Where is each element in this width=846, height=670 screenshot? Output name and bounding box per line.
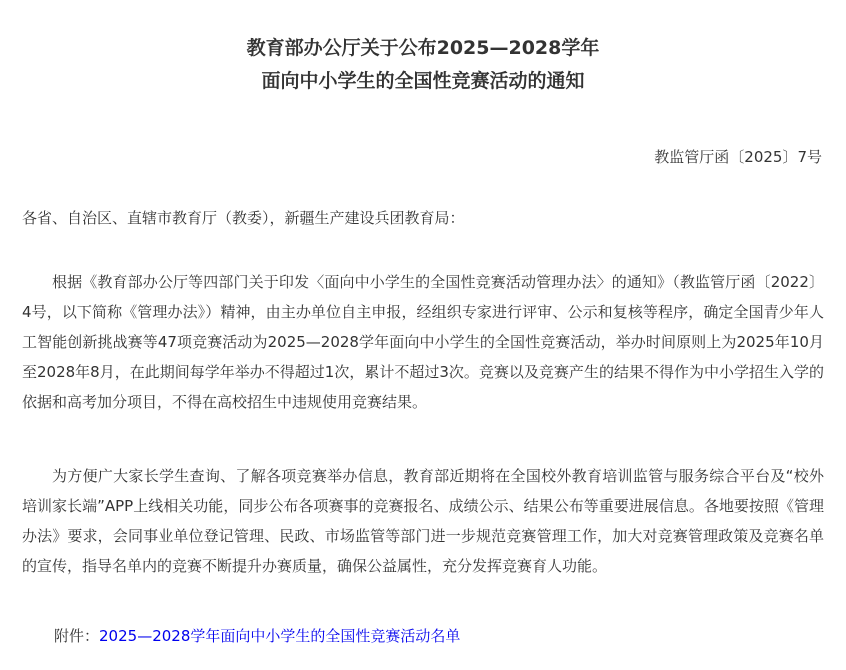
body-paragraph-2: 为方便广大家长学生查询、了解各项竞赛举办信息，教育部近期将在全国校外教育培训监管与服务综合平台及“校外培训家长端”APP上线相关功能，同步公布各项赛事的竞赛报名、成绩公示、结果公布等重要进展信息。各地要按照《管理办法》要求，会同事业单位登记管理、民政、市场监管等部门进一步规范竞赛管理工作，加大对竞赛管理政策及竞赛名单的宣传，指导名单内的竞赛不断提升办赛质量，确保公益属性，充分发挥竞赛育人功能。 (22, 467, 824, 575)
attachment-label: 附件： (54, 627, 100, 645)
document-number: 教监管厅函〔2025〕7号 (654, 148, 822, 166)
salutation: 各省、自治区、直辖市教育厅（教委），新疆生产建设兵团教育局： (22, 209, 465, 227)
document-title-line1: 教育部办公厅关于公布2025—2028学年 (246, 37, 600, 59)
attachment (54, 625, 460, 646)
body-paragraph-1: 根据《教育部办公厅等四部门关于印发〈面向中小学生的全国性竞赛活动管理办法〉的通知》（教监管厅函〔2022〕4号，以下简称《管理办法》）精神，由主办单位自主申报，经组织专家进行评审、公示和复核等程序，确定全国青少年人工智能创新挑战赛等47项竞赛活动为2025—2028学年面向中小学生的全国性竞赛活动，举办时间原则上为2025年10月至2028年8月，在此期间每学年举办不得超过1次，累计不超过3次。竞赛以及竞赛产生的结果不得作为中小学招生入学的依据和高考加分项目，不得在高校招生中违规使用竞赛结果。 (22, 273, 824, 411)
document-title-line2: 面向中小学生的全国性竞赛活动的通知 (261, 70, 585, 92)
attachment-link[interactable]: 2025—2028学年面向中小学生的全国性竞赛活动名单 (99, 627, 461, 645)
